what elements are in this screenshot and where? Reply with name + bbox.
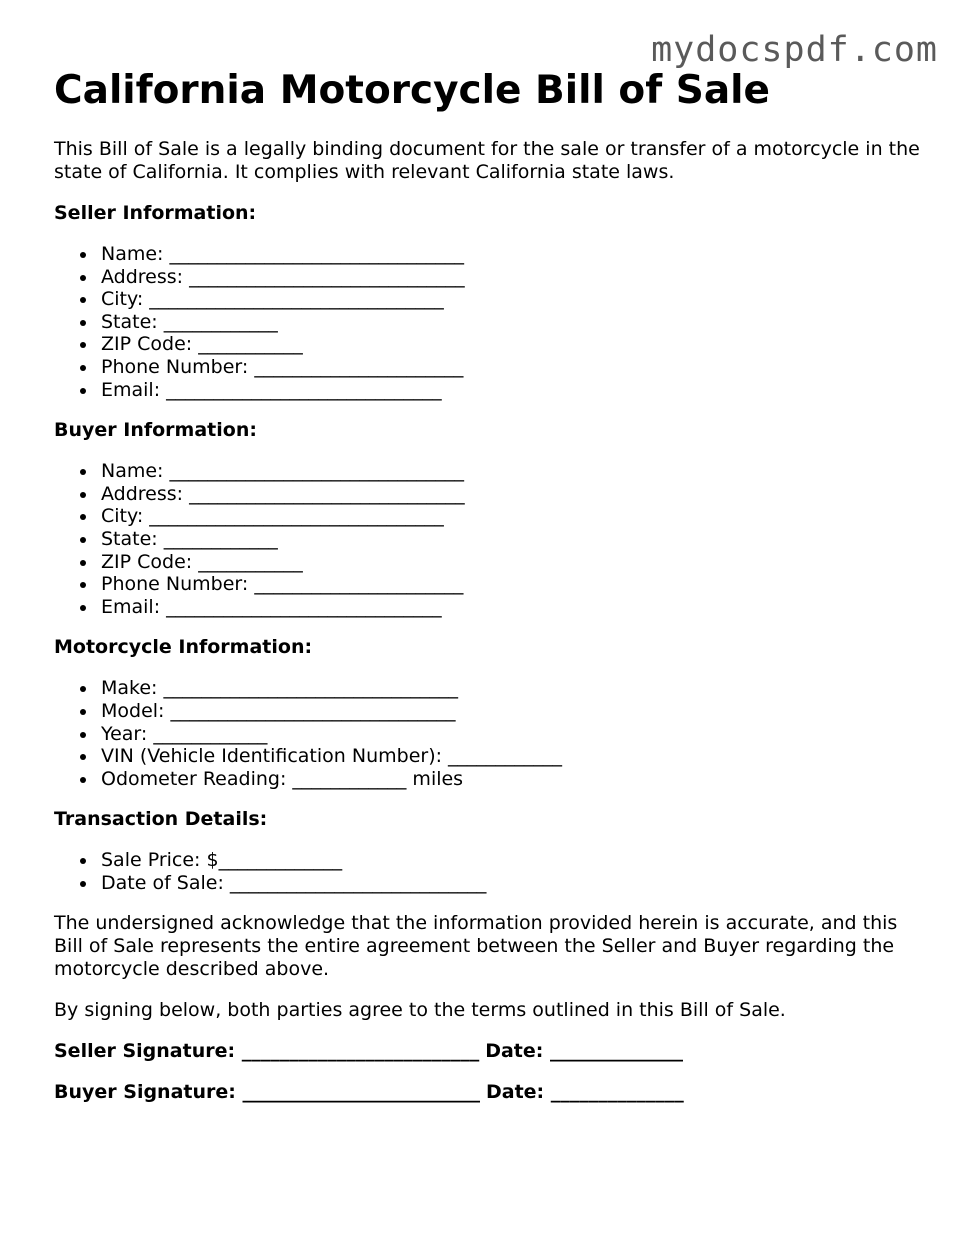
intro-paragraph: This Bill of Sale is a legally binding document for the sale or transfer of a motorcycle in the state of California. It complies with relevant California state laws.: [54, 138, 920, 183]
motorcycle-vin-field: VIN (Vehicle Identification Number): ____________: [101, 745, 924, 768]
seller-field-list: [54, 243, 924, 401]
motorcycle-section-heading: Motorcycle Information:: [54, 636, 313, 659]
buyer-field-list: [54, 460, 924, 618]
seller-address-field: Address: _____________________________: [101, 266, 924, 289]
buyer-state-field: State: ____________: [101, 528, 924, 551]
buyer-signature-date: Date: ______________: [486, 1081, 684, 1104]
seller-signature-label: Seller Signature: _________________________: [54, 1040, 480, 1063]
buyer-section-heading: Buyer Information:: [54, 419, 257, 442]
seller-signature-date: Date: ______________: [485, 1040, 683, 1063]
acknowledgement-paragraph: The undersigned acknowledge that the information provided herein is accurate, and this Bill of Sale represents the entire agreement between the Seller and Buyer regarding the motorcycle described above.: [54, 912, 898, 981]
document-body: [54, 66, 924, 1104]
buyer-phone-field: Phone Number: ______________________: [101, 573, 924, 596]
motorcycle-make-field: Make: _______________________________: [101, 677, 924, 700]
seller-city-field: City: _______________________________: [101, 288, 924, 311]
buyer-email-field: Email: _____________________________: [101, 596, 924, 619]
motorcycle-field-list: [54, 677, 924, 790]
buyer-signature-line: [54, 1081, 924, 1104]
motorcycle-year-field: Year: ____________: [101, 723, 924, 746]
seller-section-heading: Seller Information:: [54, 202, 257, 224]
seller-zip-field: ZIP Code: ___________: [101, 333, 924, 356]
document-title: California Motorcycle Bill of Sale: [54, 68, 770, 113]
transaction-section-heading: Transaction Details:: [54, 808, 268, 831]
sale-date-field: Date of Sale: ___________________________: [101, 872, 924, 895]
watermark: mydocspdf.com: [651, 30, 938, 70]
seller-state-field: State: ____________: [101, 311, 924, 334]
buyer-name-field: Name: _______________________________: [101, 460, 924, 483]
seller-signature-line: [54, 1040, 924, 1063]
buyer-zip-field: ZIP Code: ___________: [101, 551, 924, 574]
motorcycle-model-field: Model: ______________________________: [101, 700, 924, 723]
motorcycle-odometer-field: Odometer Reading: ____________ miles: [101, 768, 924, 791]
buyer-city-field: City: _______________________________: [101, 505, 924, 528]
buyer-address-field: Address: _____________________________: [101, 483, 924, 506]
transaction-field-list: [54, 849, 924, 894]
agreement-paragraph: By signing below, both parties agree to the terms outlined in this Bill of Sale.: [54, 999, 786, 1022]
sale-price-field: Sale Price: $_____________: [101, 849, 924, 872]
seller-name-field: Name: _______________________________: [101, 243, 924, 266]
seller-email-field: Email: _____________________________: [101, 379, 924, 402]
seller-phone-field: Phone Number: ______________________: [101, 356, 924, 379]
buyer-signature-label: Buyer Signature: _________________________: [54, 1081, 480, 1104]
